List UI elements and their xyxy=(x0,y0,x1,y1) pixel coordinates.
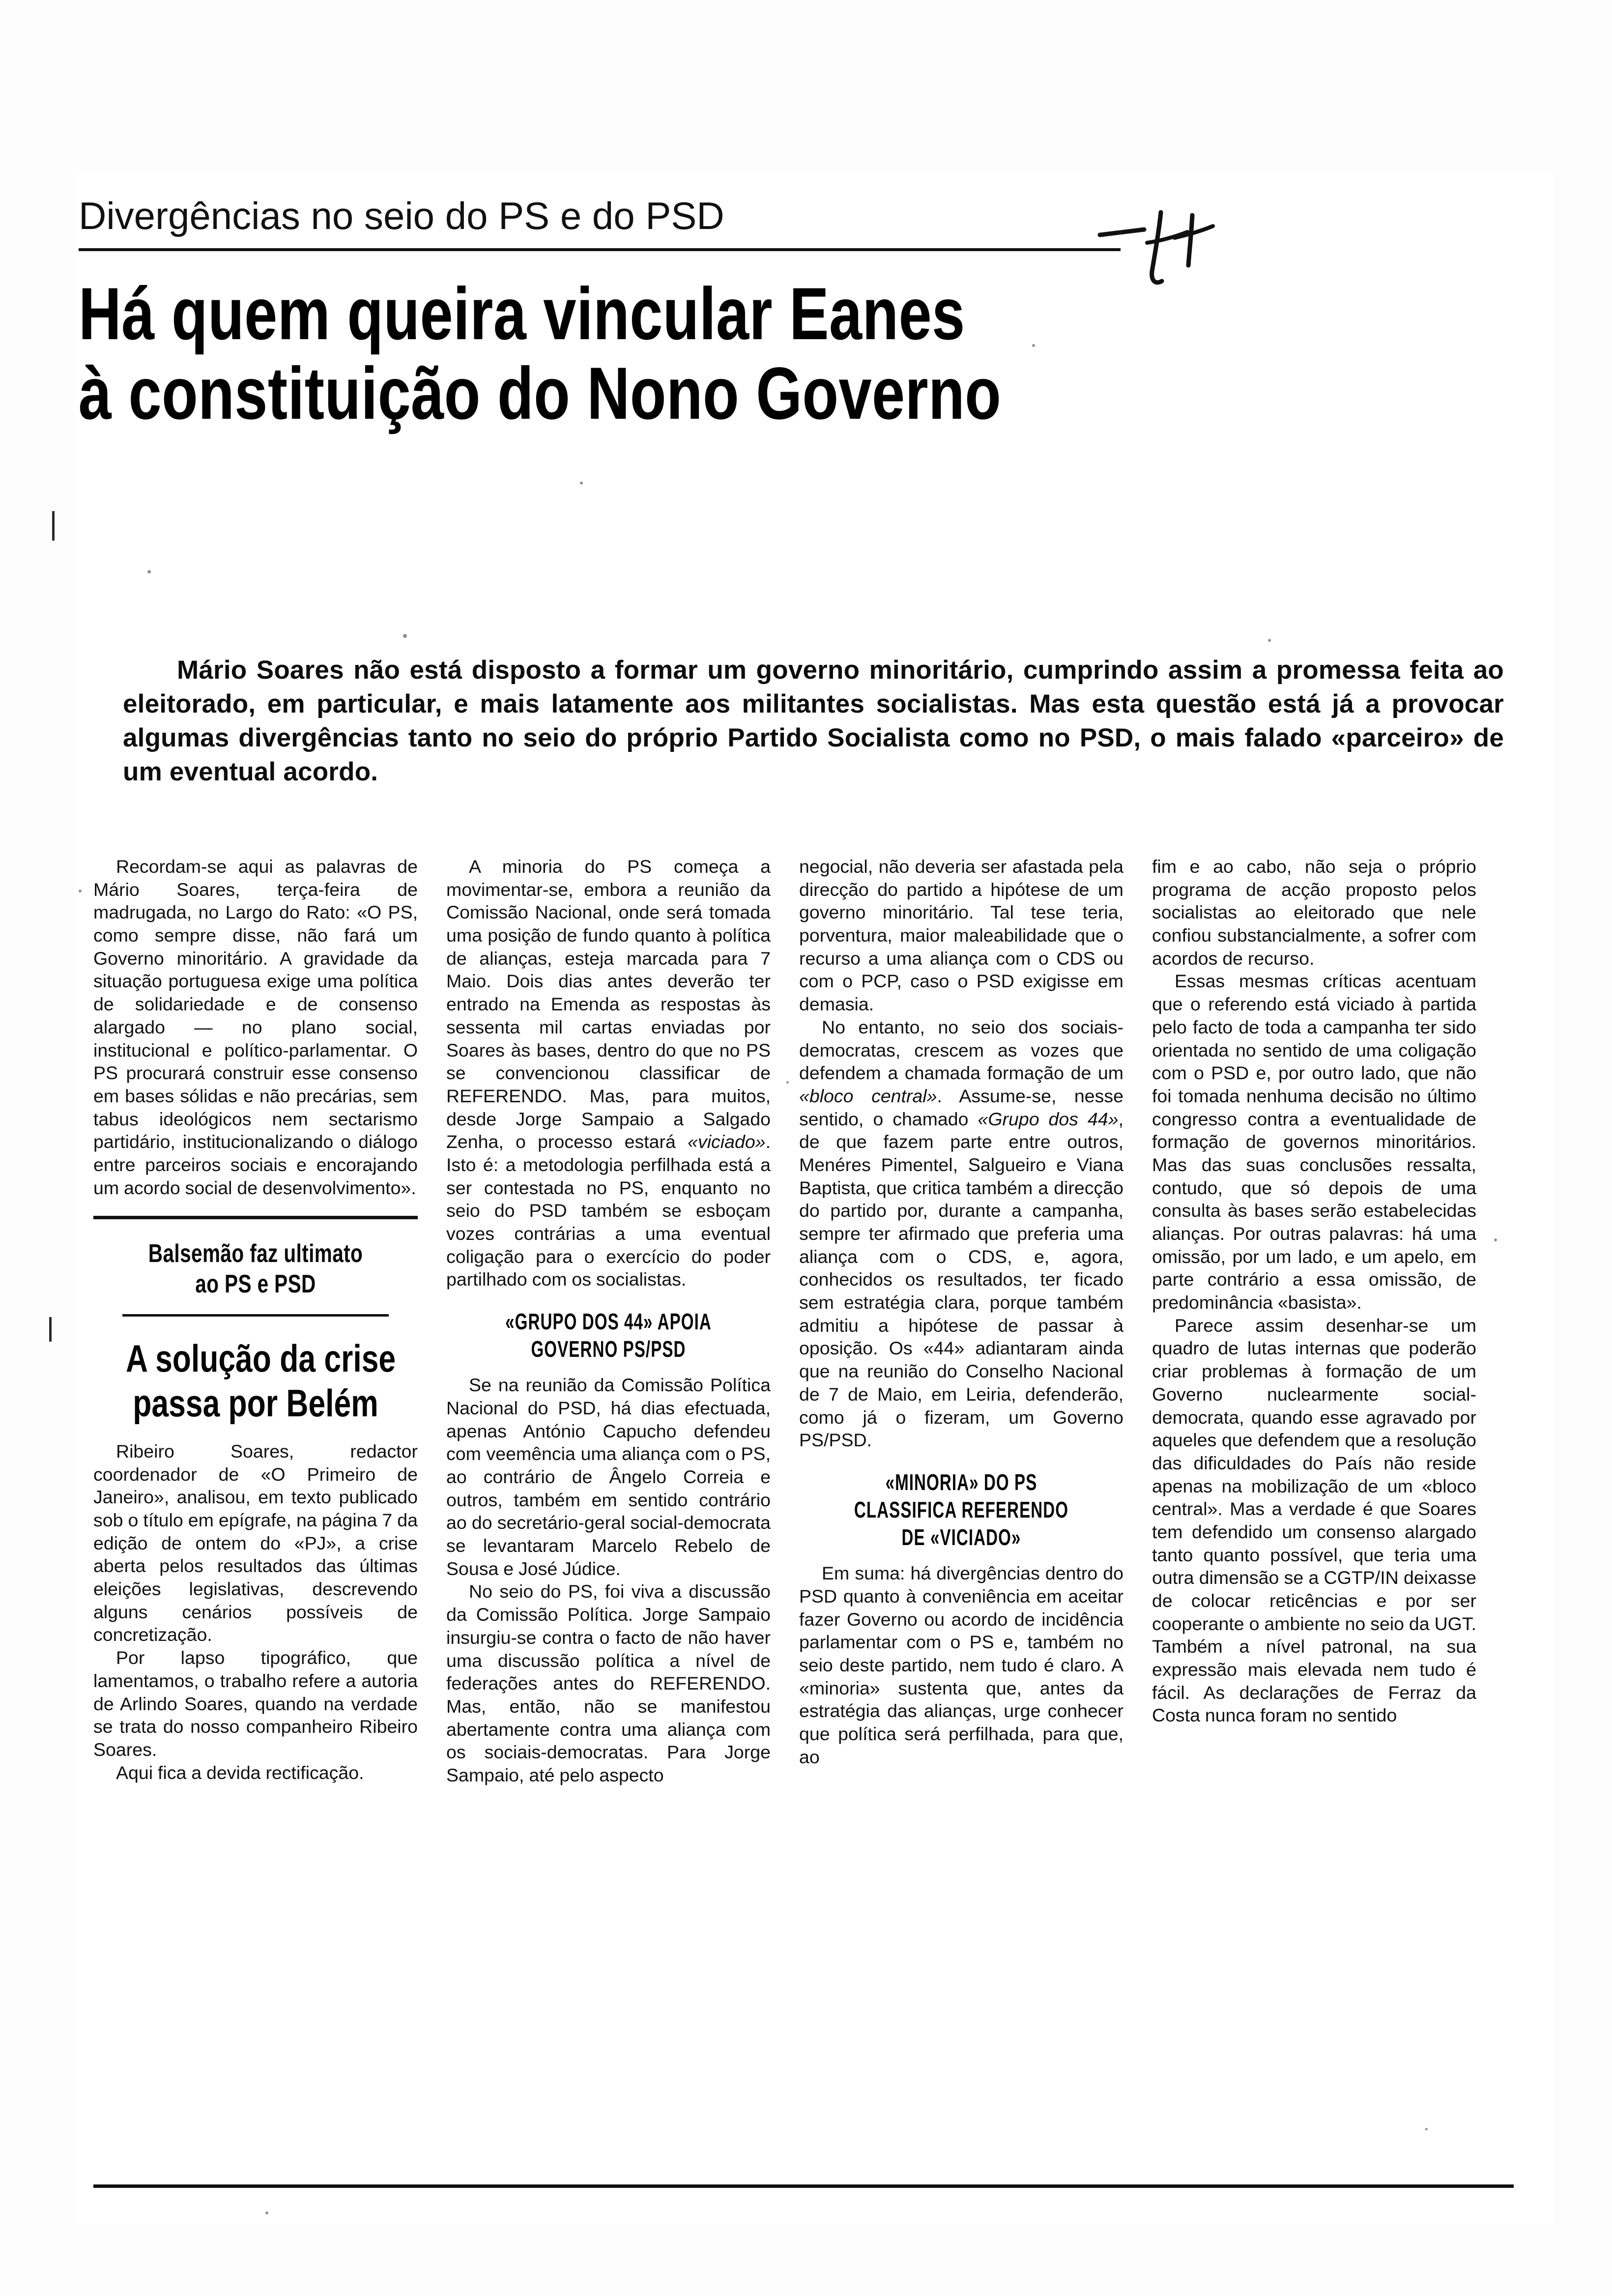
paragraph: Essas mesmas críticas acentuam que o referendo está viciado à partida pelo facto de toda a campanha ter sido orientada no sentido de uma coligação com o PSD e, por outro lado, que não foi tomada nenhuma decisão no último congresso contra a eventualidade de formação de governos minoritários. Mas das suas conclusões ressalta, contudo, que só depois de uma consulta às bases serão estabelecidas alianças. Por outras palavras: há uma omissão, por um lado, e um apelo, em parte contrário a essa omissão, de predominância «basista». xyxy=(1152,971,1476,1313)
subhead-line: GOVERNO PS/PSD xyxy=(531,1336,686,1362)
headline-line-1: Há quem queira vincular Eanes xyxy=(79,272,965,355)
paragraph: Se na reunião da Comissão Política Nacional do PSD, há dias efectuada, apenas António Capucho defendeu com veemência uma aliança com o PS, ao contrário de Ângelo Correia e outros, também em sentido contrário ao do secretário-geral social-democrata se levantaram Marcelo Rebelo de Sousa e José Júdice. xyxy=(446,1375,771,1579)
article-bottom-rule xyxy=(93,2184,1514,2188)
subhead-line: DE «VICIADO» xyxy=(901,1524,1021,1550)
body-columns xyxy=(93,855,1514,2182)
kicker-container xyxy=(79,194,1062,237)
text-run: No entanto, no seio dos sociais-democratas, crescem as vozes que defendem a chamada formação de um xyxy=(799,1016,1123,1084)
paragraph: Em suma: há divergências dentro do PSD quanto à conveniência em aceitar fazer Governo ou acordo de incidência parlamentar com o PS e, também no seio deste partido, nem tudo é claro. A «minoria» sustenta que, antes da estratégia das alianças, urge conhecer que política será perfilhada, para que, ao xyxy=(799,1563,1123,1767)
emphasis-bloco-central: «bloco central» xyxy=(799,1085,937,1106)
text-run: , de que fazem parte entre outros, Menéres Pimentel, Salgueiro e Viana Baptista, que critica também a direcção do partido por, durante a campanha, sempre ter afirmado que preferia uma aliança com o CDS, e, agora, conhecidos os resultados, ter ficado sem estratégia clara, porque também admitiu a hipótese de passar à oposição. Os «44» adiantaram ainda que na reunião do Conselho Nacional de 7 de Maio, em Leiria, defenderão, como já o fizeram, um Governo PS/PSD. xyxy=(799,1108,1123,1451)
scan-speckle xyxy=(786,1081,789,1084)
subhead-grupo-44 xyxy=(446,1308,771,1363)
subhead-solucao-crise xyxy=(93,1336,418,1425)
kicker-underline xyxy=(79,248,1121,251)
paragraph xyxy=(446,855,771,1291)
subhead-underline xyxy=(122,1314,388,1317)
scan-speckle xyxy=(1494,1238,1497,1241)
paragraph: negocial, não deveria ser afastada pela direcção do partido a hipótese de um governo minoritário. Tal tese teria, porventura, maior maleabilidade que o recurso a uma aliança com o CDS ou com o PCP, caso o PSD exigisse em demasia. xyxy=(799,856,1123,1015)
paragraph xyxy=(799,1016,1123,1452)
paragraph: Ribeiro Soares, redactor coordenador de «O Primeiro de Janeiro», analisou, em texto publicado sob o título em epígrafe, na página 7 da edição de ontem do «PJ», a crise aberta pelos resultados das últimas eleições legislativas, descrevendo alguns cenários possíveis de concretização. xyxy=(93,1440,418,1645)
text-run: A minoria do PS começa a movimentar-se, embora a reunião da Comissão Nacional, onde será tomada uma posição de fundo quanto à política de alianças, esteja marcada para 7 Maio. Dois dias antes deverão ter entrado na Emenda as respostas às sessenta mil cartas enviadas por Soares às bases, dentro do que no PS se convencionou classificar de REFERENDO. Mas, para muitos, desde Jorge Sampaio a Salgado Zenha, o processo estará xyxy=(446,856,771,1152)
subhead-line: ao PS e PSD xyxy=(195,1269,316,1298)
subhead-line: A solução da crise xyxy=(126,1337,396,1380)
kicker-text: Divergências no seio do PS e do PSD xyxy=(79,194,724,237)
scan-speckle xyxy=(1032,344,1035,347)
subhead-line: passa por Belém xyxy=(133,1381,378,1425)
paragraph: fim e ao cabo, não seja o próprio programa de acção proposto pelos socialistas ao eleitorado que nele confiou substancialmente, a sofrer com acordos de recurso. xyxy=(1152,856,1476,969)
standfirst xyxy=(123,654,1504,789)
column-3 xyxy=(799,855,1123,1768)
section-divider xyxy=(93,1216,418,1219)
column-4 xyxy=(1152,855,1476,1727)
subhead-line: Balsemão faz ultimato xyxy=(148,1239,363,1268)
subhead-balsemao xyxy=(93,1239,418,1299)
paragraph: Aqui fica a devida rectificação. xyxy=(116,1762,364,1783)
scan-speckle xyxy=(147,570,151,574)
text-run: . Assume-se, nesse sentido, o chamado xyxy=(799,1085,1123,1129)
scan-speckle xyxy=(403,634,407,638)
scan-speckle xyxy=(580,482,583,485)
headline-line-2: à constituição do Nono Governo xyxy=(79,352,1002,434)
standfirst-text: Mário Soares não está disposto a formar um governo minoritário, cumprindo assim a promessa feita ao eleitorado, em particular, e mais latamente aos militantes socialistas. Mas esta questão está já a provocar algumas divergências tanto no seio do próprio Partido Socialista como no PSD, o mais falado «parceiro» de um eventual acordo. xyxy=(123,656,1504,786)
subhead-line: «GRUPO DOS 44» APOIA xyxy=(505,1309,712,1335)
page-title xyxy=(79,272,1533,434)
scan-margin-tick-lower xyxy=(49,1317,52,1342)
scan-margin-tick xyxy=(52,511,55,541)
column-2 xyxy=(446,855,771,1787)
column-1 xyxy=(93,855,418,1784)
emphasis-grupo-dos-44: «Grupo dos 44» xyxy=(978,1108,1119,1129)
scan-speckle xyxy=(79,890,82,892)
text-run: . Isto é: a metodologia perfilhada está a ser contestada no PS, enquanto no seio do PSD também se esboçam vozes contrárias a uma eventual coligação para o exercício do poder partilhado com os socialistas. xyxy=(446,1131,771,1290)
subhead-line: CLASSIFICA REFERENDO xyxy=(854,1496,1069,1522)
scan-speckle xyxy=(265,2211,268,2214)
emphasis-viciado: «viciado» xyxy=(688,1131,766,1152)
paragraph: No seio do PS, foi viva a discussão da Comissão Política. Jorge Sampaio insurgiu-se contra o facto de não haver uma discussão política a nível de federações antes do REFERENDO. Mas, então, não se manifestou abertamente contra uma aliança com os sociais-democratas. Para Jorge Sampaio, até pelo aspecto xyxy=(446,1581,771,1785)
scan-speckle xyxy=(1425,2128,1428,2130)
subhead-line: «MINORIA» DO PS xyxy=(885,1469,1037,1495)
paragraph: Recordam-se aqui as palavras de Mário Soares, terça-feira de madrugada, no Largo do Rato: «O PS, como sempre disse, não fará um Governo minoritário. A gravidade da situação portuguesa exige uma política de solidariedade e de consenso alargado — no plano social, institucional e político-parlamentar. O PS procurará construir esse consenso em bases sólidas e não precárias, sem tabus ideológicos nem sectarismo partidário, institucionalizando o diálogo entre parceiros sociais e encorajando um acordo social de desenvolvimento». xyxy=(93,856,418,1198)
paragraph: Parece assim desenhar-se um quadro de lutas internas que poderão criar problemas à formação de um Governo nuclearmente social-democrata, quando esse agravado por aqueles que defendem que a resolução das dificuldades do País não reside apenas na mobilização de um «bloco central». Mas a verdade é que Soares tem defendido um consenso alargado tanto quanto possível, que teria uma outra dimensão se a CGTP/IN deixasse de colocar reticências e por ser cooperante o ambiente no seio da UGT. Também a nível patronal, na sua expressão mais elevada nem tudo é fácil. As declarações de Ferraz da Costa nunca foram no sentido xyxy=(1152,1315,1476,1726)
paragraph: Por lapso tipográfico, que lamentamos, o trabalho refere a autoria de Arlindo Soares, quando na verdade se trata do nosso companheiro Ribeiro Soares. xyxy=(93,1647,418,1760)
scan-speckle xyxy=(1268,639,1271,642)
subhead-minoria-ps xyxy=(799,1468,1123,1551)
